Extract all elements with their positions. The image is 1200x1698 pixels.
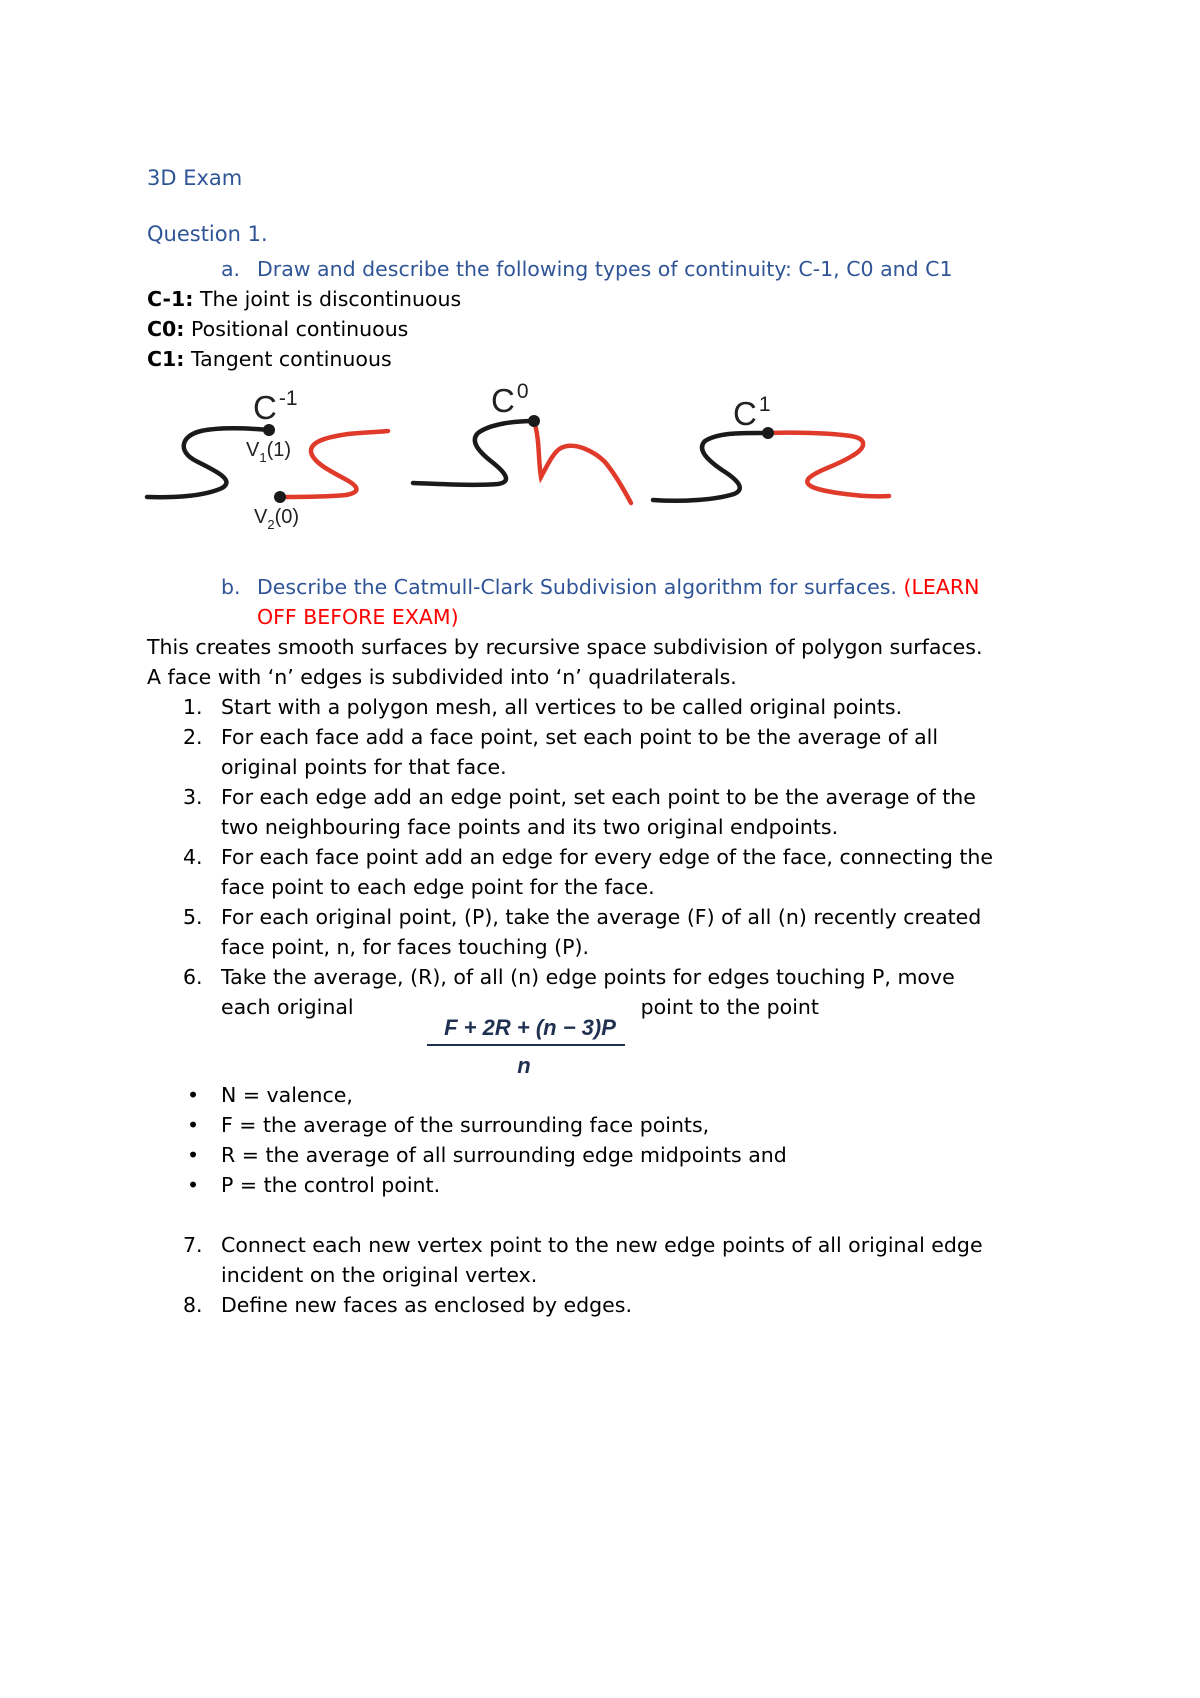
step-number: 6.	[183, 965, 203, 989]
bullet-icon: •	[187, 1173, 200, 1197]
list-item: • R = the average of all surrounding edge midpoints and	[147, 1140, 787, 1170]
question-heading: Question 1.	[147, 222, 268, 246]
part-a-marker: a.	[221, 257, 241, 281]
part-b-heading	[221, 572, 979, 602]
step-text-part: point to the point	[640, 995, 819, 1019]
continuity-term: C-1:	[147, 287, 194, 311]
c0-joint-point	[528, 415, 540, 427]
c1-red-curve	[768, 433, 889, 497]
step-number: 1.	[183, 695, 203, 719]
v2-argument: (0)	[274, 506, 300, 528]
step-text: For each face add a face point, set each point to be the average of all	[221, 725, 939, 749]
part-b-note: (LEARN	[903, 575, 980, 599]
list-item: • P = the control point.	[147, 1170, 787, 1200]
step-text: For each face point add an edge for every edge of the face, connecting the	[221, 845, 994, 869]
list-item	[147, 842, 1077, 902]
formula-legend	[147, 1080, 787, 1200]
list-item	[147, 1230, 1077, 1290]
continuity-term: C0:	[147, 317, 185, 341]
v1-argument: (1)	[266, 439, 292, 461]
step-text-continued	[221, 992, 1077, 1022]
part-b-marker: b.	[221, 575, 241, 599]
bullet-icon: •	[187, 1083, 200, 1107]
list-item	[147, 782, 1077, 842]
vertex-formula	[425, 1010, 635, 1082]
step-text-continued: face point to each edge point for the face.	[221, 875, 655, 899]
step-number: 5.	[183, 905, 203, 929]
c0-black-curve	[413, 421, 534, 485]
step-text: Take the average, (R), of all (n) edge points for edges touching P, move	[221, 965, 955, 989]
step-number: 3.	[183, 785, 203, 809]
document-title: 3D Exam	[147, 166, 243, 190]
step-text: Start with a polygon mesh, all vertices to be called original points.	[221, 695, 903, 719]
formula-denominator: n	[517, 1053, 531, 1078]
c1-joint-point	[762, 427, 774, 439]
c0-superscript: 0	[516, 380, 529, 403]
step-number: 2.	[183, 725, 203, 749]
intro-line-1: This creates smooth surfaces by recursive space subdivision of polygon surfaces.	[147, 635, 983, 659]
part-b-text: Describe the Catmull-Clark Subdivision algorithm for surfaces.	[257, 575, 897, 599]
step-text: Connect each new vertex point to the new edge points of all original edge	[221, 1233, 983, 1257]
step-text: Define new faces as enclosed by edges.	[221, 1293, 632, 1317]
c1-superscript: 1	[758, 393, 771, 416]
c0-label: $C^0$	[491, 380, 529, 419]
list-item	[147, 1290, 1077, 1320]
algorithm-steps-continued	[147, 1230, 1077, 1320]
c0-red-curve	[534, 421, 631, 503]
v2-point	[274, 491, 286, 503]
list-item	[147, 692, 1077, 722]
continuity-desc: Positional continuous	[184, 317, 409, 341]
bullet-icon: •	[187, 1113, 200, 1137]
c-minus1-superscript: -1	[278, 387, 298, 410]
v2-label: $V_2(0)$	[254, 506, 300, 532]
step-text-continued: two neighbouring face points and its two original endpoints.	[221, 815, 839, 839]
continuity-term: C1:	[147, 347, 185, 371]
step-text: For each edge add an edge point, set each point to be the average of the	[221, 785, 976, 809]
formula-numerator: F + 2R + (n − 3)P	[444, 1015, 616, 1040]
intro-line-2: A face with ‘n’ edges is subdivided into ‘n’ quadrilaterals.	[147, 665, 737, 689]
step-text: For each original point, (P), take the average (F) of all (n) recently created	[221, 905, 982, 929]
v2-subscript: 2	[267, 517, 275, 532]
list-item: • N = valence,	[147, 1080, 787, 1110]
c1-label: $C^1$	[733, 393, 771, 432]
list-item	[147, 722, 1077, 782]
c1-black-curve	[653, 433, 768, 501]
c-minus1-red-curve	[280, 431, 388, 497]
step-text-continued: face point, n, for faces touching (P).	[221, 935, 590, 959]
step-number: 8.	[183, 1293, 203, 1317]
step-text-part: each original	[221, 995, 354, 1019]
v1-subscript: 1	[259, 450, 267, 465]
v1-label: $V_1(1)$	[246, 439, 292, 465]
list-item	[147, 902, 1077, 962]
continuity-desc: The joint is discontinuous	[193, 287, 462, 311]
list-item: • F = the average of the surrounding face points,	[147, 1110, 787, 1140]
continuity-desc: Tangent continuous	[184, 347, 392, 371]
c-minus1-label: $C^{-1}$	[253, 387, 298, 426]
algorithm-steps	[147, 692, 1077, 1022]
bullet-icon: •	[187, 1143, 200, 1167]
step-number: 4.	[183, 845, 203, 869]
part-a-text: Draw and describe the following types of continuity: C-1, C0 and C1	[257, 257, 953, 281]
step-text-continued: incident on the original vertex.	[221, 1263, 538, 1287]
step-number: 7.	[183, 1233, 203, 1257]
step-text-continued: original points for that face.	[221, 755, 507, 779]
part-b-note-continued: OFF BEFORE EXAM)	[257, 605, 459, 629]
